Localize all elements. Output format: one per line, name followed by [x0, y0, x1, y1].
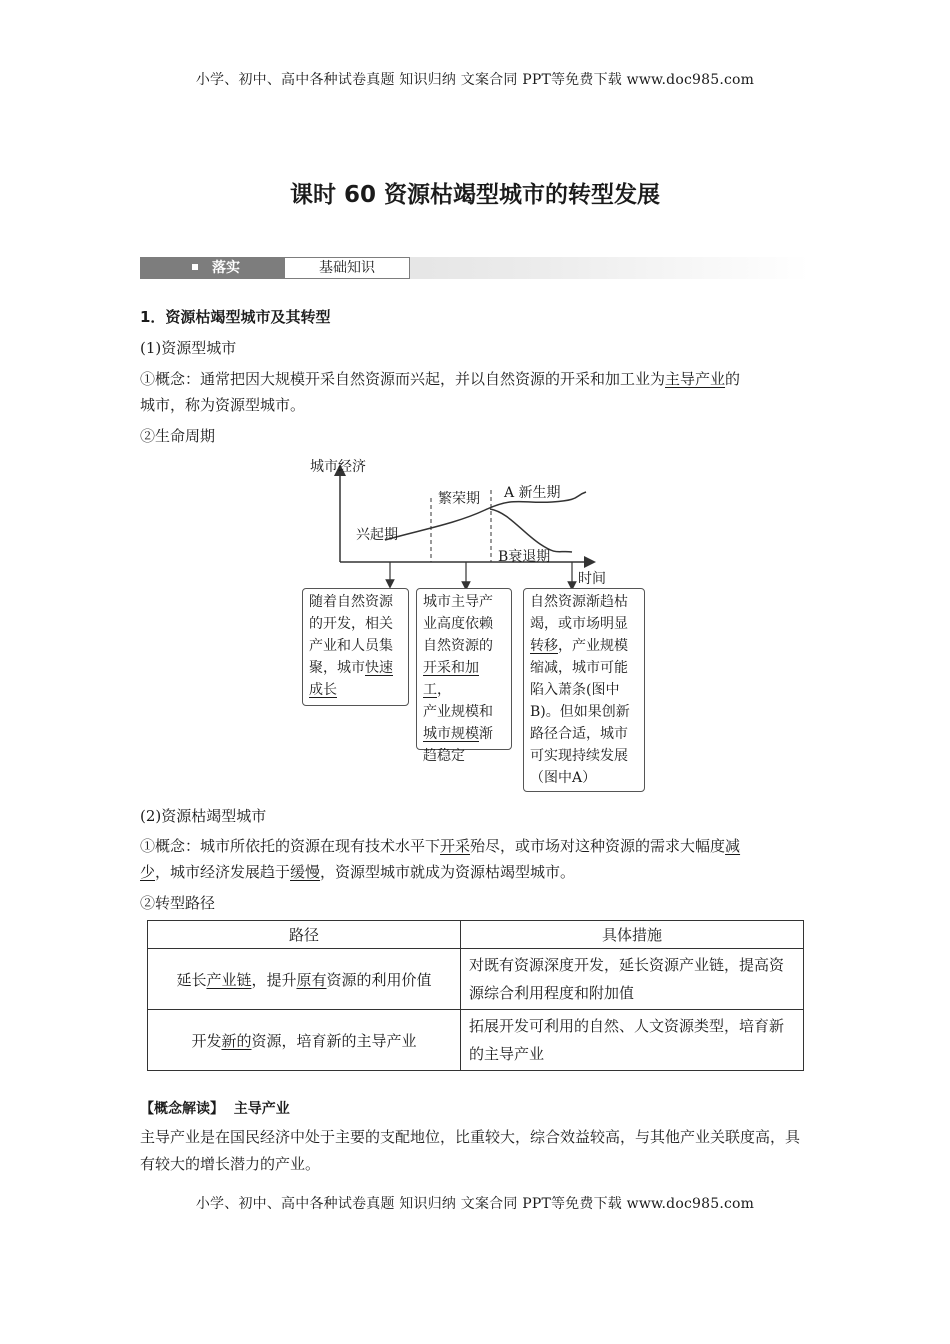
boom-description-box: 城市主导产 业高度依赖 自然资源的 开采和加工， 产业规模和 城市规模渐 趋稳定 — [416, 588, 512, 750]
square-icon — [192, 264, 198, 270]
table-header: 路径 — [148, 921, 461, 949]
banner-tag — [140, 257, 284, 279]
decline-description-box: 自然资源渐趋枯 竭，或市场明显 转移，产业规模 缩减，城市可能 陷入萧条(图中 B)。但如果创新 路径合适，城市 可实现持续发展 （图中A） — [523, 588, 645, 792]
x-axis-label: 时间 — [578, 571, 606, 587]
banner-subtitle: 基础知识 — [284, 257, 410, 279]
subsection-heading: (1)资源型城市 — [140, 339, 237, 357]
concept-heading: 【概念解读】 主导产业 — [140, 1101, 290, 1117]
table-cell: 开发新的资源，培育新的主导产业 — [148, 1010, 461, 1071]
y-axis-label: 城市经济 — [310, 459, 366, 475]
stage-decline: B衰退期 — [498, 549, 551, 565]
subsection-heading-2: (2)资源枯竭型城市 — [140, 807, 267, 825]
table-cell: 拓展开发可利用的自然、人文资源类型，培育新的主导产业 — [461, 1010, 804, 1071]
table-row — [148, 949, 804, 1010]
stage-boom: 繁荣期 — [438, 491, 480, 507]
table-cell: 对既有资源深度开发，延长资源产业链，提高资源综合利用程度和附加值 — [461, 949, 804, 1010]
table-cell: 延长产业链，提升原有资源的利用价值 — [148, 949, 461, 1010]
table-row — [148, 1010, 804, 1071]
table-header-row — [148, 921, 804, 949]
page-header: 小学、初中、高中各种试卷真题 知识归纳 文案合同 PPT等免费下载 www.doc985.com — [195, 72, 755, 88]
banner-tag-label: 落实 — [212, 260, 240, 276]
rise-description-box: 随着自然资源 的开发，相关 产业和人员集 聚，城市快速 成长 — [302, 588, 409, 706]
stage-rise: 兴起期 — [356, 527, 398, 543]
section-banner — [140, 257, 810, 279]
concept-text: 主导产业是在国民经济中处于主要的支配地位，比重较大，综合效益较高，与其他产业关联度高，具有较大的增长潜力的产业。 — [140, 1128, 801, 1173]
concept-paragraph: ①概念：通常把因大规模开采自然资源而兴起，并以自然资源的开采和加工业为主导产业的 城市，称为资源型城市。 — [140, 370, 741, 414]
stage-new: A 新生期 — [504, 485, 561, 501]
path-heading: ②转型路径 — [140, 894, 216, 912]
exhausted-concept-paragraph: ①概念：城市所依托的资源在现有技术水平下开采殆尽，或市场对这种资源的需求大幅度减 少，城市经济发展趋于缓慢，资源型城市就成为资源枯竭型城市。 — [140, 837, 741, 881]
lifecycle-heading: ②生命周期 — [140, 427, 216, 445]
page-footer: 小学、初中、高中各种试卷真题 知识归纳 文案合同 PPT等免费下载 www.doc985.com — [195, 1196, 755, 1212]
table-header: 具体措施 — [461, 921, 804, 949]
transformation-table — [147, 920, 804, 1071]
section-heading: 1．资源枯竭型城市及其转型 — [140, 308, 331, 326]
lifecycle-diagram — [290, 452, 660, 797]
page-title: 课时 60 资源枯竭型城市的转型发展 — [289, 182, 661, 208]
